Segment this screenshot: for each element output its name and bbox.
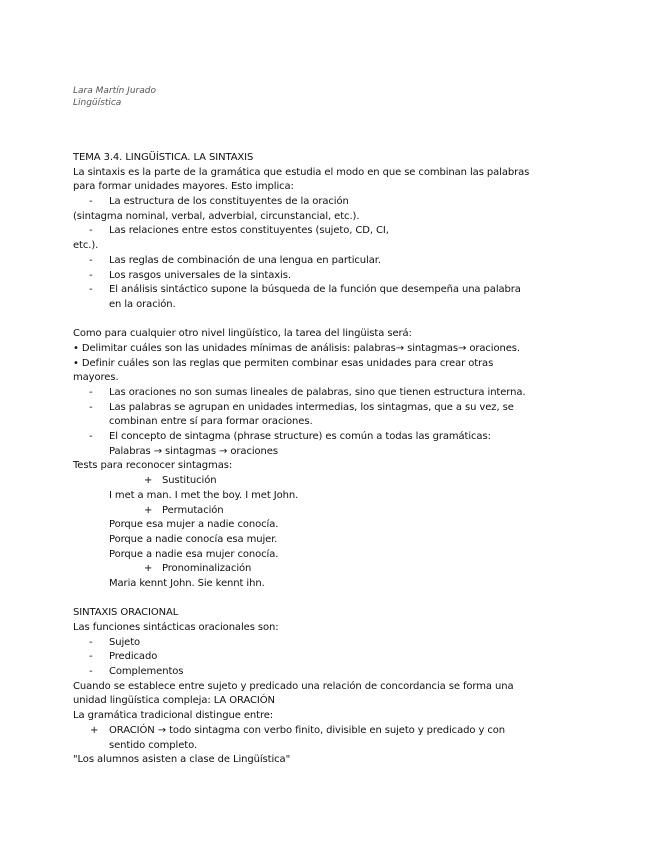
indented-line — [73, 533, 543, 548]
dash-list-item — [73, 254, 543, 269]
page-header — [73, 85, 156, 109]
paragraph-line — [73, 709, 543, 724]
paragraph-line — [73, 680, 543, 695]
line-text: Las funciones sintácticas oracionales son: — [73, 622, 279, 633]
line-text: unidad lingüística compleja: LA ORACIÓN — [73, 695, 275, 707]
line-text: en la oración. — [109, 298, 176, 310]
line-text: "Los alumnos asisten a clase de Lingüística" — [73, 754, 291, 766]
dash-list-item — [73, 650, 543, 665]
test-heading — [73, 474, 543, 489]
line-text: • Definir cuáles son las reglas que permiten combinar esas unidades para crear otras — [73, 357, 494, 369]
plus-bullet: + — [144, 475, 153, 487]
line-text: Cuando se establece entre sujeto y predicado una relación de concordancia se forma una — [73, 680, 514, 692]
dash-bullet: - — [89, 269, 93, 281]
line-text: La sintaxis es la parte de la gramática que estudia el modo en que se combinan las palabras — [73, 166, 530, 178]
test-name: Permutación — [162, 504, 224, 516]
line-text: Palabras → sintagmas → oraciones — [109, 445, 278, 457]
blank-line — [73, 592, 543, 607]
dash-bullet: - — [89, 284, 93, 296]
line-text: Porque a nadie esa mujer conocía. — [109, 548, 279, 560]
dash-list-item — [73, 430, 543, 445]
line-text: SINTAXIS ORACIONAL — [73, 607, 179, 619]
dash-bullet: - — [89, 254, 93, 266]
plus-bullet: + — [144, 504, 153, 516]
list-item-text: Los rasgos universales de la sintaxis. — [109, 269, 291, 281]
document-body — [73, 151, 543, 768]
dash-list-item — [73, 195, 543, 210]
line-text: Porque esa mujer a nadie conocía. — [109, 519, 279, 531]
indented-line — [73, 548, 543, 563]
paragraph-line — [73, 239, 543, 254]
test-name: Sustitución — [162, 475, 217, 487]
line-text: TEMA 3.4. LINGÜÍSTICA. LA SINTAXIS — [73, 152, 254, 163]
plus-bullet: + — [144, 563, 153, 575]
header-subject: Lingüística — [73, 98, 122, 108]
test-heading — [73, 504, 543, 519]
dash-list-item — [73, 636, 543, 651]
indented-line — [73, 489, 543, 504]
dash-list-item — [73, 401, 543, 416]
dash-bullet: - — [89, 651, 93, 663]
plus-bullet: + — [90, 724, 99, 736]
dash-bullet: - — [89, 196, 93, 208]
paragraph-line — [73, 606, 543, 621]
paragraph-line — [73, 753, 543, 768]
paragraph-line — [73, 180, 543, 195]
list-item-text: Las oraciones no son sumas lineales de palabras, sino que tienen estructura interna. — [109, 387, 526, 398]
test-heading — [73, 562, 543, 577]
dash-list-item — [73, 665, 543, 680]
dash-bullet: - — [89, 225, 93, 237]
paragraph-line — [73, 342, 543, 357]
dash-bullet: - — [89, 401, 93, 413]
line-text: combinan entre sí para formar oraciones. — [109, 416, 313, 428]
dash-bullet: - — [89, 431, 93, 443]
dash-bullet: - — [89, 387, 93, 398]
list-item-text: Predicado — [109, 651, 158, 663]
line-text: Tests para reconocer sintagmas: — [73, 460, 233, 472]
indented-line — [73, 445, 543, 460]
paragraph-line — [73, 151, 543, 166]
paragraph-line — [73, 327, 543, 342]
indented-line — [73, 298, 543, 313]
dash-bullet: - — [89, 636, 93, 648]
definition-item — [73, 724, 543, 739]
paragraph-line — [73, 621, 543, 636]
line-text: etc.). — [73, 240, 99, 252]
definition-text: ORACIÓN → todo sintagma con verbo finito, divisible en sujeto y predicado y con — [109, 724, 505, 736]
list-item-text: Las palabras se agrupan en unidades intermedias, los sintagmas, que a su vez, se — [109, 401, 514, 413]
line-text: sentido completo. — [109, 739, 198, 751]
line-text: Porque a nadie conocía esa mujer. — [109, 533, 278, 545]
dash-bullet: - — [89, 666, 93, 678]
indented-line — [73, 577, 543, 592]
line-text: Como para cualquier otro nivel lingüístico, la tarea del lingüista será: — [73, 328, 412, 340]
paragraph-line — [73, 459, 543, 474]
blank-line — [73, 313, 543, 328]
test-name: Pronominalización — [162, 563, 252, 575]
list-item-text: El análisis sintáctico supone la búsqueda de la función que desempeña una palabra — [109, 284, 521, 296]
list-item-text: El concepto de sintagma (phrase structure) es común a todas las gramáticas: — [109, 431, 491, 443]
line-text: para formar unidades mayores. Esto implica: — [73, 181, 294, 193]
list-item-text: La estructura de los constituyentes de la oración — [109, 196, 349, 208]
line-text: La gramática tradicional distingue entre: — [73, 710, 274, 722]
list-item-text: Las relaciones entre estos constituyentes (sujeto, CD, CI, — [109, 225, 389, 237]
list-item-text: Complementos — [109, 666, 184, 678]
dash-list-item — [73, 386, 543, 401]
list-item-text: Sujeto — [109, 636, 141, 648]
indented-line — [73, 415, 543, 430]
paragraph-line — [73, 357, 543, 372]
indented-line — [73, 518, 543, 533]
header-author: Lara Martín Jurado — [73, 86, 156, 96]
line-text: mayores. — [73, 372, 119, 384]
paragraph-line — [73, 210, 543, 225]
dash-list-item — [73, 269, 543, 284]
paragraph-line — [73, 166, 543, 181]
indented-line — [73, 739, 543, 754]
line-text: • Delimitar cuáles son las unidades mínimas de análisis: palabras→ sintagmas→ oraciones. — [73, 342, 520, 354]
dash-list-item — [73, 224, 543, 239]
line-text: Maria kennt John. Sie kennt ihn. — [109, 577, 265, 589]
paragraph-line — [73, 694, 543, 709]
list-item-text: Las reglas de combinación de una lengua en particular. — [109, 254, 381, 266]
dash-list-item — [73, 283, 543, 298]
paragraph-line — [73, 371, 543, 386]
line-text: (sintagma nominal, verbal, adverbial, circunstancial, etc.). — [73, 210, 360, 222]
line-text: I met a man. I met the boy. I met John. — [109, 489, 299, 501]
